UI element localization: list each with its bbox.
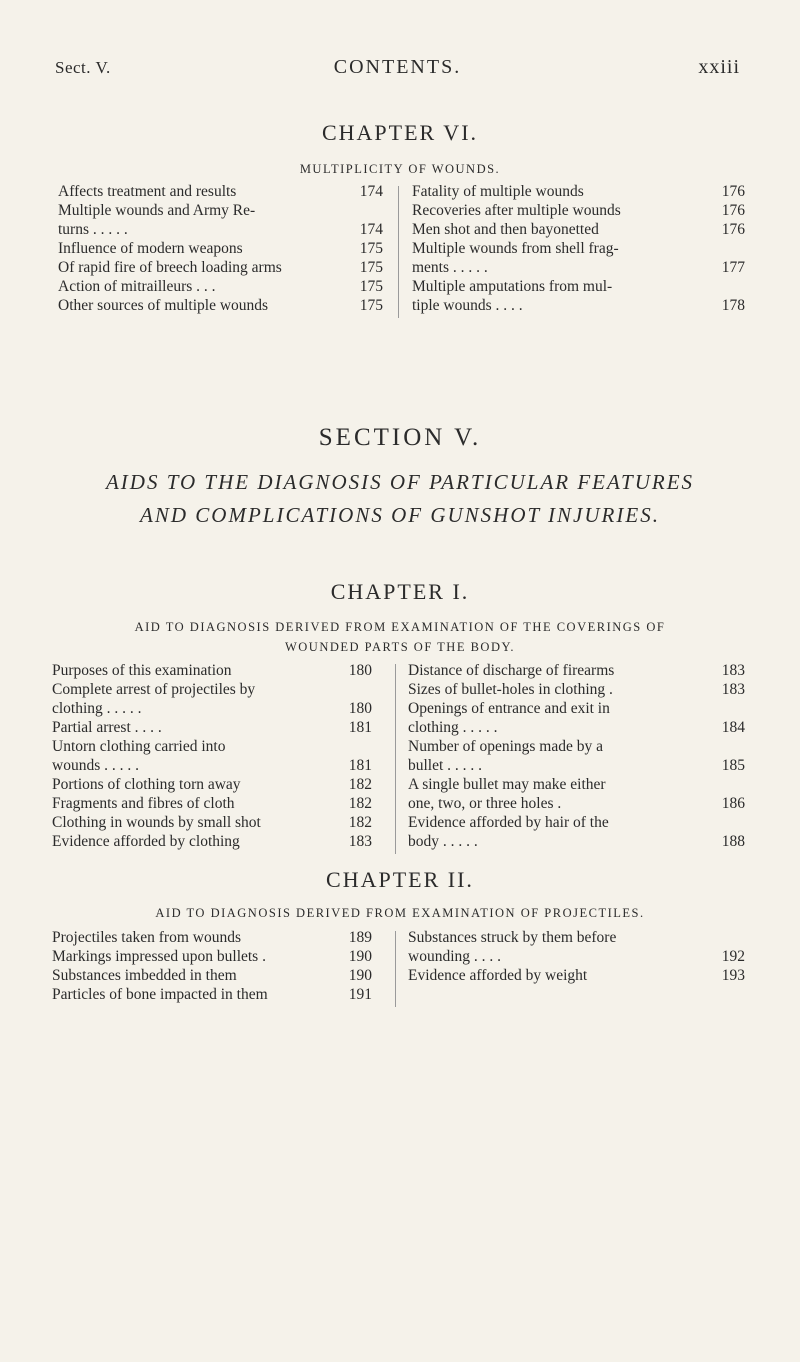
toc-entry-page: 181	[348, 757, 372, 774]
toc-entry-text: Action of mitrailleurs . . .	[58, 278, 216, 295]
toc-entry-text: tiple wounds . . . .	[412, 297, 523, 314]
toc-entry	[408, 794, 745, 813]
toc-entry-page: 183	[348, 833, 372, 850]
toc-entry-page: 191	[348, 986, 372, 1003]
toc-entry-page: 175	[359, 240, 383, 257]
toc-entry-page: 180	[348, 662, 372, 679]
chapter-vi-subtitle: MULTIPLICITY OF WOUNDS.	[299, 162, 501, 176]
toc-entry	[52, 966, 372, 985]
chapter-ii-right-column	[408, 928, 745, 985]
toc-entry-page: 181	[348, 719, 372, 736]
toc-entry-text: Openings of entrance and exit in	[408, 700, 610, 717]
toc-entry	[52, 775, 372, 794]
toc-entry-page: 177	[721, 259, 745, 276]
toc-entry-text: clothing . . . . .	[408, 719, 498, 736]
toc-entry-text: clothing . . . . .	[52, 700, 142, 717]
chapter-vi-right-column	[412, 182, 745, 315]
toc-entry	[408, 813, 745, 832]
toc-entry	[408, 737, 745, 756]
chapter-vi-title: CHAPTER VI.	[321, 120, 479, 145]
toc-entry-text: Evidence afforded by weight	[408, 967, 588, 984]
toc-entry-page: 175	[359, 278, 383, 295]
toc-entry	[52, 661, 372, 680]
chapter-ii-subtitle: AID TO DIAGNOSIS DERIVED FROM EXAMINATION OF PROJECTILES.	[155, 906, 645, 920]
toc-entry-page: 180	[348, 700, 372, 717]
toc-entry-page: 175	[359, 259, 383, 276]
toc-entry	[412, 220, 745, 239]
toc-entry	[412, 201, 745, 220]
running-title: CONTENTS.	[333, 56, 462, 78]
toc-entry-text: ments . . . . .	[412, 259, 488, 276]
toc-entry-text: Men shot and then bayonetted	[412, 221, 599, 238]
toc-entry	[408, 718, 745, 737]
toc-entry	[52, 832, 372, 851]
toc-entry	[408, 775, 745, 794]
toc-entry	[408, 928, 745, 947]
toc-entry-page: 175	[359, 297, 383, 314]
toc-entry-text: A single bullet may make either	[408, 776, 606, 793]
toc-entry-text: Other sources of multiple wounds	[58, 297, 269, 314]
toc-entry	[52, 718, 372, 737]
toc-entry-text: Substances struck by them before	[408, 929, 617, 946]
toc-entry	[408, 756, 745, 775]
toc-entry-text: Evidence afforded by hair of the	[408, 814, 609, 831]
toc-entry	[408, 966, 745, 985]
toc-entry-page: 182	[348, 814, 372, 831]
column-divider	[395, 664, 396, 854]
toc-entry	[52, 756, 372, 775]
toc-entry-text: Untorn clothing carried into	[52, 738, 226, 755]
chapter-ii-title: CHAPTER II.	[326, 867, 474, 892]
toc-entry	[52, 813, 372, 832]
toc-entry-page: 176	[721, 202, 745, 219]
toc-entry	[58, 296, 383, 315]
chapter-i-right-column	[408, 661, 745, 851]
toc-entry	[58, 258, 383, 277]
toc-entry-page: 185	[721, 757, 745, 774]
toc-entry	[52, 680, 372, 699]
toc-entry-text: Fatality of multiple wounds	[412, 183, 584, 200]
toc-entry-text: wounding . . . .	[408, 948, 501, 965]
toc-entry-page: 189	[348, 929, 372, 946]
toc-entry-text: turns . . . . .	[58, 221, 128, 238]
toc-entry-text: Portions of clothing torn away	[52, 776, 241, 793]
toc-entry	[58, 182, 383, 201]
toc-entry-page: 188	[721, 833, 745, 850]
toc-entry	[412, 239, 745, 258]
toc-entry-text: Particles of bone impacted in them	[52, 986, 268, 1003]
toc-entry-text: Multiple wounds and Army Re-	[58, 202, 256, 219]
toc-entry-page: 176	[721, 183, 745, 200]
toc-entry-text: Purposes of this examination	[52, 662, 232, 679]
toc-entry-text: one, two, or three holes .	[408, 795, 562, 812]
toc-entry-text: Markings impressed upon bullets .	[52, 948, 266, 965]
toc-entry-text: body . . . . .	[408, 833, 478, 850]
column-divider	[395, 931, 396, 1007]
toc-entry	[408, 661, 745, 680]
toc-entry-text: Of rapid fire of breech loading arms	[58, 259, 282, 276]
toc-entry-text: Complete arrest of projectiles by	[52, 681, 256, 698]
toc-entry	[412, 182, 745, 201]
toc-entry	[412, 258, 745, 277]
toc-entry-page: 174	[359, 221, 383, 238]
toc-entry	[58, 239, 383, 258]
chapter-i-left-column	[52, 661, 372, 851]
toc-entry-page: 193	[721, 967, 745, 984]
toc-entry-page: 183	[721, 681, 745, 698]
section-v-subtitle-line1: AIDS TO THE DIAGNOSIS OF PARTICULAR FEATURES	[105, 470, 695, 494]
toc-entry-text: bullet . . . . .	[408, 757, 483, 774]
toc-entry-page: 192	[721, 948, 745, 965]
toc-entry	[408, 699, 745, 718]
toc-entry-text: Recoveries after multiple wounds	[412, 202, 621, 219]
toc-entry-page: 182	[348, 795, 372, 812]
running-head	[55, 56, 740, 80]
section-marker: Sect. V.	[55, 58, 111, 77]
toc-entry-text: wounds . . . . .	[52, 757, 139, 774]
column-divider	[398, 186, 399, 318]
toc-entry-text: Distance of discharge of firearms	[408, 662, 615, 679]
toc-entry	[52, 985, 372, 1004]
toc-entry-page: 183	[721, 662, 745, 679]
toc-entry	[58, 277, 383, 296]
section-v-subtitle-line2: AND COMPLICATIONS OF GUNSHOT INJURIES.	[140, 503, 660, 527]
toc-entry-text: Sizes of bullet-holes in clothing .	[408, 681, 613, 698]
toc-entry-page: 182	[348, 776, 372, 793]
chapter-i-subtitle-1: AID TO DIAGNOSIS DERIVED FROM EXAMINATION OF THE COVERINGS OF	[134, 620, 666, 634]
toc-entry-page: 190	[348, 948, 372, 965]
toc-entry	[408, 832, 745, 851]
toc-entry-text: Affects treatment and results	[58, 183, 237, 200]
toc-entry-page: 186	[721, 795, 745, 812]
toc-entry-text: Influence of modern weapons	[58, 240, 243, 257]
page-number: xxiii	[698, 56, 740, 78]
toc-entry-text: Multiple amputations from mul-	[412, 278, 613, 295]
toc-entry	[408, 947, 745, 966]
toc-entry	[52, 928, 372, 947]
chapter-vi-left-column	[58, 182, 383, 315]
toc-entry	[58, 201, 383, 220]
toc-entry	[412, 277, 745, 296]
toc-entry-text: Substances imbedded in them	[52, 967, 237, 984]
toc-entry-text: Multiple wounds from shell frag-	[412, 240, 619, 257]
toc-entry	[58, 220, 383, 239]
toc-entry-text: Number of openings made by a	[408, 738, 603, 755]
toc-entry-page: 178	[721, 297, 745, 314]
toc-entry	[52, 699, 372, 718]
chapter-i-title: CHAPTER I.	[330, 579, 470, 604]
toc-entry	[408, 680, 745, 699]
toc-entry-page: 174	[359, 183, 383, 200]
toc-entry-text: Partial arrest . . . .	[52, 719, 162, 736]
toc-entry-page: 176	[721, 221, 745, 238]
toc-entry	[52, 947, 372, 966]
chapter-i-subtitle-2: WOUNDED PARTS OF THE BODY.	[284, 640, 516, 654]
toc-entry-text: Clothing in wounds by small shot	[52, 814, 261, 831]
toc-entry	[52, 794, 372, 813]
toc-entry-page: 184	[721, 719, 745, 736]
chapter-ii-left-column	[52, 928, 372, 1004]
section-v-title: SECTION V.	[318, 424, 482, 451]
toc-entry	[412, 296, 745, 315]
toc-entry-text: Projectiles taken from wounds	[52, 929, 241, 946]
toc-entry-text: Evidence afforded by clothing	[52, 833, 240, 850]
toc-entry-page: 190	[348, 967, 372, 984]
toc-entry-text: Fragments and fibres of cloth	[52, 795, 235, 812]
toc-entry	[52, 737, 372, 756]
